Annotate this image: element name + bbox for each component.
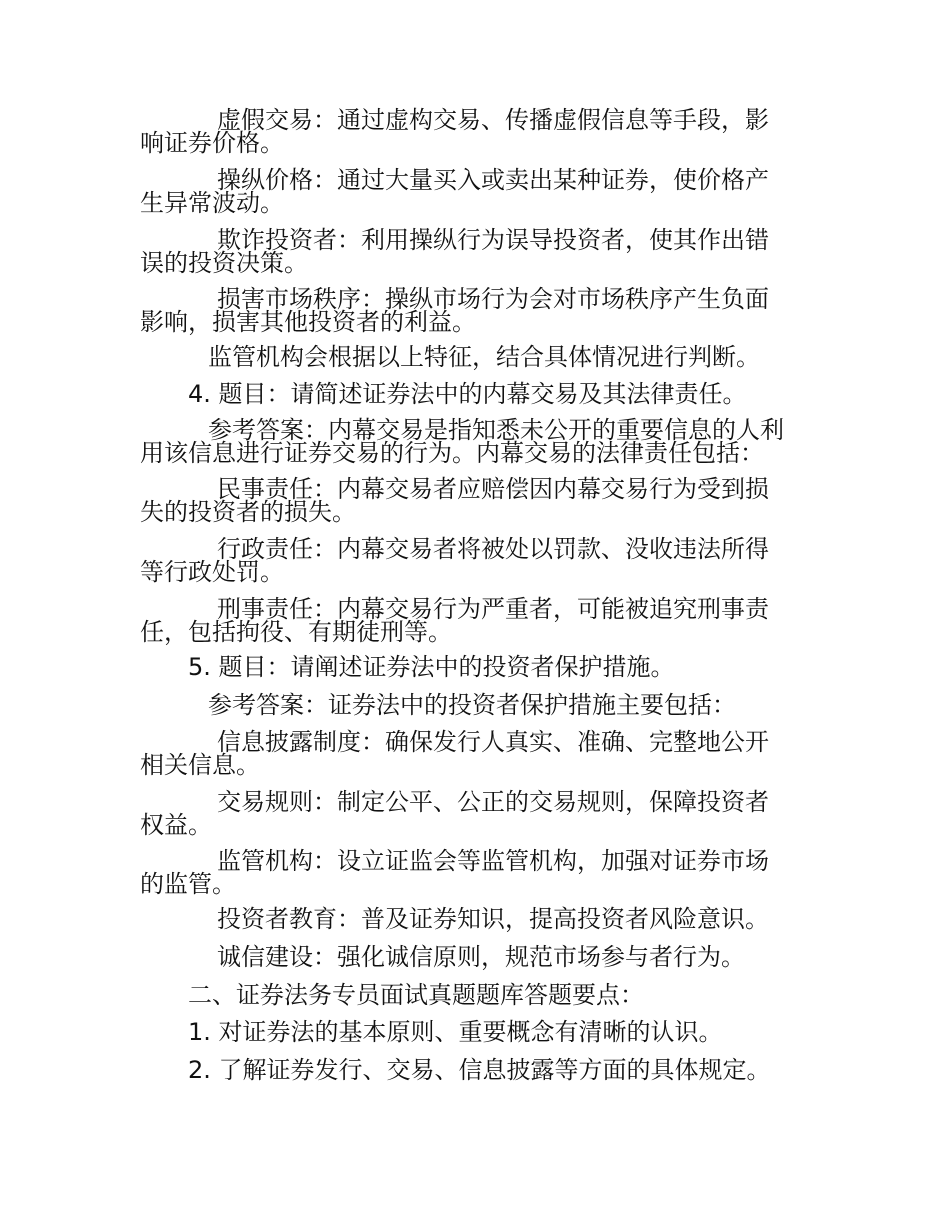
paragraph-regulator-judgment: 监管机构会根据以上特征，结合具体情况进行判断。: [208, 343, 760, 371]
paragraph-line: 相关信息。: [140, 751, 260, 779]
key-point-2: 2. 了解证券发行、交易、信息披露等方面的具体规定。: [188, 1056, 771, 1084]
answer-5: 参考答案：证券法中的投资者保护措施主要包括：: [208, 691, 736, 719]
paragraph-trading-rules: [140, 788, 810, 839]
paragraph-criminal-liability: [140, 595, 810, 646]
key-point-1: 1. 对证券法的基本原则、重要概念有清晰的认识。: [188, 1018, 723, 1046]
paragraph-investor-education: 投资者教育：普及证券知识，提高投资者风险意识。: [217, 905, 769, 933]
paragraph-administrative-liability: [140, 535, 810, 586]
paragraph-civil-liability: [140, 475, 810, 526]
paragraph-line: 虚假交易：通过虚构交易、传播虚假信息等手段，影: [217, 106, 769, 134]
paragraph-line: 行政责任：内幕交易者将被处以罚款、没收违法所得: [217, 535, 769, 563]
paragraph-line: 参考答案：内幕交易是指知悉未公开的重要信息的人利: [208, 416, 784, 444]
paragraph-line: 用该信息进行证券交易的行为。内幕交易的法律责任包括：: [140, 439, 764, 467]
paragraph-price-manipulation: [140, 166, 810, 217]
paragraph-line: 交易规则：制定公平、公正的交易规则，保障投资者: [217, 788, 769, 816]
paragraph-line: 生异常波动。: [140, 189, 284, 217]
paragraph-line: 响证券价格。: [140, 129, 284, 157]
paragraph-line: 欺诈投资者：利用操纵行为误导投资者，使其作出错: [217, 226, 769, 254]
paragraph-line: 操纵价格：通过大量买入或卖出某种证券，使价格产: [217, 166, 769, 194]
paragraph-line: 信息披露制度：确保发行人真实、准确、完整地公开: [217, 728, 769, 756]
paragraph-disclosure-system: [140, 728, 810, 779]
paragraph-line: 影响，损害其他投资者的利益。: [140, 308, 476, 336]
paragraph-market-order: [140, 285, 810, 336]
paragraph-line: 的监管。: [140, 870, 236, 898]
paragraph-false-trading: [140, 106, 810, 157]
answer-4: [140, 416, 810, 467]
paragraph-integrity: 诚信建设：强化诚信原则，规范市场参与者行为。: [217, 943, 745, 971]
paragraph-line: 监管机构：设立证监会等监管机构，加强对证券市场: [217, 847, 769, 875]
section-heading-key-points: 二、证券法务专员面试真题题库答题要点：: [188, 981, 644, 1009]
paragraph-line: 权益。: [140, 811, 212, 839]
question-4: 4. 题目：请简述证券法中的内幕交易及其法律责任。: [188, 380, 747, 408]
paragraph-regulators: [140, 847, 810, 898]
paragraph-line: 刑事责任：内幕交易行为严重者，可能被追究刑事责: [217, 595, 769, 623]
paragraph-line: 等行政处罚。: [140, 558, 284, 586]
paragraph-line: 失的投资者的损失。: [140, 498, 356, 526]
paragraph-line: 损害市场秩序：操纵市场行为会对市场秩序产生负面: [217, 285, 769, 313]
paragraph-line: 民事责任：内幕交易者应赔偿因内幕交易行为受到损: [217, 475, 769, 503]
question-5: 5. 题目：请阐述证券法中的投资者保护措施。: [188, 653, 675, 681]
paragraph-line: 误的投资决策。: [140, 249, 308, 277]
paragraph-line: 任，包括拘役、有期徒刑等。: [140, 618, 452, 646]
paragraph-investor-fraud: [140, 226, 810, 277]
